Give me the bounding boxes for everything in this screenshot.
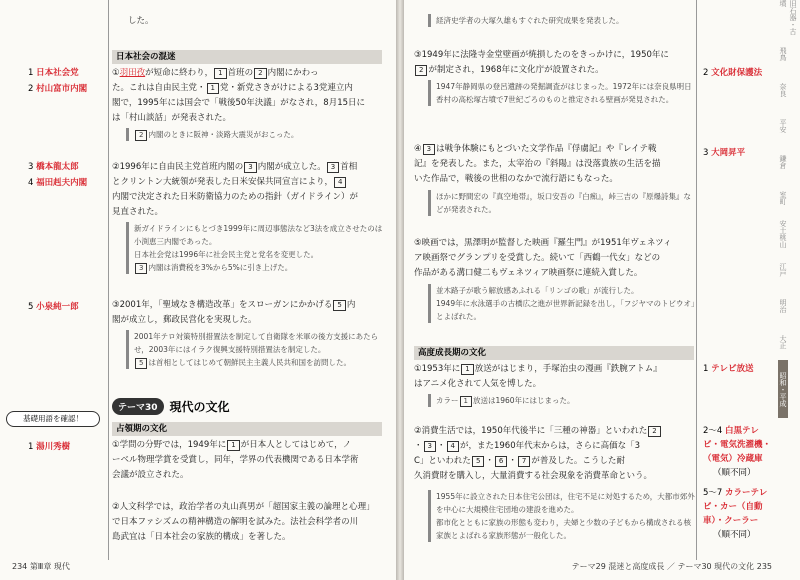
tab-taisho[interactable]: 大正	[779, 335, 787, 349]
top-note: 経済史学者の大塚久雄もすぐれた研究成果を発表した。	[428, 14, 624, 27]
left-footer: 234 第Ⅲ章 現代	[12, 562, 70, 571]
note-growth-2: 1955年に設立された日本住宅公団は，住宅不足に対処するため，大都市郊外を中心に大規模住宅団地の建設を進めた。 都市化とともに家族の形態も変わり，夫婦と少数の子どもから構成される核家族とよばれる家族形態が一般化した。	[428, 490, 696, 542]
answer-r3: 3 大岡昇平	[703, 148, 746, 158]
answer-4: 4 福田赳夫内閣	[28, 178, 88, 188]
era-tabs	[778, 0, 800, 560]
right-answer-column	[696, 0, 779, 560]
tab-kofun[interactable]: 旧石器・古墳	[779, 0, 797, 35]
basic-terms-badge: 基礎用語を確認！	[6, 411, 100, 427]
question-1: ①羽田孜が短命に終わり， 1 首班の 2 内閣にかわっ た。これは自由民主党・ 1 党・新党さきがけによる3党連立内 閣で，1995年には国会で「戦後50年決議」がなされ，8月15日に は「村山談話」が発表された。	[112, 68, 366, 123]
tab-muromachi[interactable]: 室町	[779, 191, 787, 205]
unordered-note-1: （順不同）	[713, 468, 756, 478]
answer-r2: 2 文化財保護法	[703, 68, 763, 78]
tab-kamakura[interactable]: 鎌倉	[779, 155, 787, 169]
right-footer: テーマ29 混迷と高度成長 ／ テーマ30 現代の文化 235	[571, 562, 772, 571]
left-answer-column	[0, 0, 109, 560]
tab-azuchi[interactable]: 安土桃山	[779, 220, 787, 248]
question-culture-2: ②人文科学では，政治学者の丸山真男が「超国家主義の論理と心理」 で日本ファシズムの精神構造の解明を試みた。法社会科学者の川 島武宜は「日本社会の家族的構成」を著した。	[112, 502, 375, 542]
answer-3c: 5～7 カラーテレビ・カー（自動車）・クーラー	[703, 488, 768, 526]
answer-three-treasures: 2～4 白黒テレビ・電気洗濯機・（電気）冷蔵庫	[703, 426, 772, 464]
tab-edo[interactable]: 江戸	[779, 263, 787, 277]
answer-3: 3 橋本龍太郎	[28, 162, 79, 172]
book-gutter	[396, 0, 404, 580]
answer-5: 5 小泉純一郎	[28, 302, 79, 312]
theme-title: 現代の文化	[169, 400, 230, 414]
tab-showa[interactable]: 昭和・平成	[778, 360, 788, 418]
question-growth-2: ②消費生活では，1950年代後半に「三種の神器」といわれた 2 ・ 3 ・ 4 が，また1960年代末からは，さらに高価な「3 C」といわれた 5 ・ 6 ・ 7 が普及した。こうした耐 久消費財を購入し，大量消費する社会現象を消費革命という。	[414, 424, 694, 484]
section-title-growth: 高度成長期の文化	[414, 346, 694, 360]
note-growth-1: カラー 1 放送は1960年にはじまった。	[428, 394, 575, 407]
tab-asuka[interactable]: 飛鳥	[779, 47, 787, 61]
section-title-occupation: 占領期の文化	[112, 422, 382, 436]
question-growth-1: ①1953年に 1 放送がはじまり，手塚治虫の漫画『鉄腕アトム』 はアニメ化されて人気を博した。	[414, 364, 662, 389]
question-r3: ③1949年に法隆寺金堂壁画が焼損したのをきっかけに，1950年に 2 が制定され，1968年に文化庁が設置された。	[414, 50, 669, 75]
top-text: した。	[128, 16, 154, 26]
theme-badge: テーマ30	[112, 398, 164, 415]
section-title-confusion: 日本社会の混迷	[112, 50, 382, 64]
answer-2: 2 村山富市内閣	[28, 84, 88, 94]
tab-meiji[interactable]: 明治	[779, 299, 787, 313]
note-r5: 並木路子が歌う解放感あふれる「リンゴの歌」が流行した。 1949年に水泳選手の古橋広之進が世界新記録を出し，「フジヤマのトビウオ」とよばれた。	[428, 284, 696, 323]
question-3: ③2001年，「聖域なき構造改革」をスローガンにかかげる 5 内 閣が成立し，郵政民営化を実現した。	[112, 300, 356, 325]
note-r4: ほかに野間宏の『真空地帯』，坂口安吾の『白痴』，峠三吉の『原爆詩集』などが発表された。	[428, 190, 696, 216]
tab-heian[interactable]: 平安	[779, 119, 787, 133]
left-page	[0, 0, 396, 580]
question-r5: ⑤映画では，黒澤明が監督した映画『羅生門』が1951年ヴェネツィ ア映画祭でグランプリを受賞した。続いて「西鶴一代女」などの 作品がある溝口健二もヴェネツィア映画祭に連続入賞した。	[414, 238, 672, 278]
unordered-note-2: （順不同）	[713, 530, 756, 540]
note-r3: 1947年静岡県の登呂遺跡の発掘調査がはじまった。1972年には奈良県明日香村の高松塚古墳で7世紀ごろのものと推定される壁画が発見された。	[428, 80, 696, 106]
question-2: ②1996年に自由民主党首班内閣の 3 内閣が成立した。 3 首相 とクリントン大統領が発表した日米安保共同宣言により， 4 内閣で決定された日米防衛協力のための指針（ガイドライン）が 見直された。	[112, 162, 358, 217]
answer-culture-1: 1 湯川秀樹	[28, 442, 71, 452]
right-page	[404, 0, 800, 580]
note-2: 新ガイドラインにもとづき1999年に周辺事態法など3法を成立させたのは小渕恵三内閣であった。 日本社会党は1996年に社会民主党と党名を変更した。 3 内閣は消費税を3%から5%に引き上げた。	[126, 222, 384, 274]
answer-tv: 1 テレビ放送	[703, 364, 754, 374]
tab-nara[interactable]: 奈良	[779, 83, 787, 97]
theme-30-header	[112, 398, 230, 415]
note-1: 2 内閣のときに阪神・淡路大震災がおこった。	[126, 128, 298, 141]
note-3: 2001年テロ対策特別措置法を制定して自衛隊を米軍の後方支援にあたらせ，2003年にはイラク復興支援特別措置法を制定した。 5 は首相としてはじめて朝鮮民主主義人民共和国を訪問した。	[126, 330, 384, 369]
question-r4: ④ 3 は戦争体験にもとづいた文学作品『俘虜記』や『レイテ戦 記』を発表した。また，太宰治の『斜陽』は没落貴族の生活を描 いた作品で，戦後の世相のなかで流行語にもなった。	[414, 144, 661, 184]
answer-1: 1 日本社会党	[28, 68, 79, 78]
question-culture-1: ①学問の分野では，1949年に 1 が日本人としてはじめて，ノ ーベル物理学賞を受賞し，同年，学界の代表機関である日本学術 会議が設立された。	[112, 440, 359, 480]
